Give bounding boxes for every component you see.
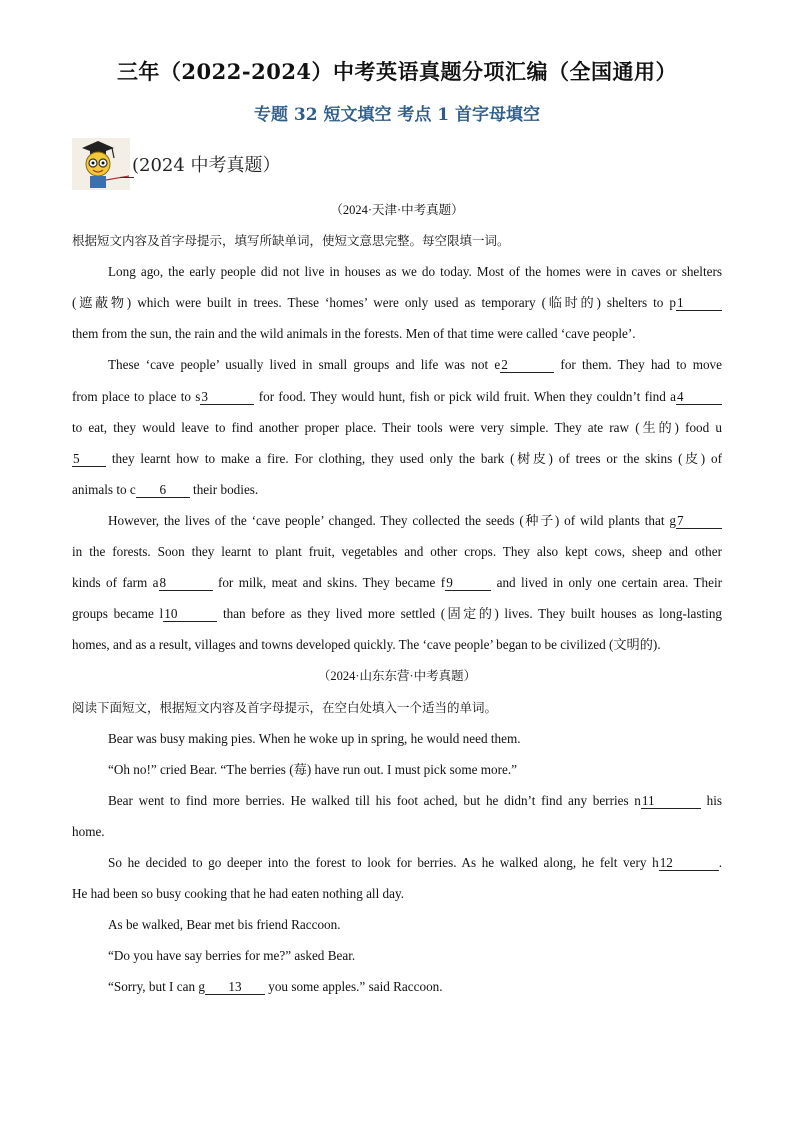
passage-2-line — [72, 976, 722, 1007]
passage-1-line — [72, 261, 722, 292]
answer-blank-1[interactable]: 1 — [676, 295, 722, 311]
text-segment: from place to place to s — [72, 388, 201, 404]
text-segment: to eat, they would leave to find another proper place. Their tools were very simple. They ate raw (生的) food u — [72, 419, 722, 435]
text-segment: “Sorry, but I can g — [108, 979, 205, 995]
text-segment: they learnt how to make a fire. For clothing, they used only the bark (树皮) of trees or the skins (皮) of — [111, 450, 723, 466]
page-subtitle: 专题 32 短文填空 考点 1 首字母填空 — [253, 105, 541, 125]
passage-2-line — [72, 945, 722, 976]
text-segment: you some apples.” said Raccoon. — [268, 979, 443, 995]
answer-blank-11[interactable]: 11 — [641, 793, 701, 809]
answer-blank-12[interactable]: 12 — [659, 855, 719, 871]
passage-2-line — [72, 914, 722, 945]
passage-1-line — [72, 603, 722, 634]
text-segment: So he decided to go deeper into the forest to look for berries. As he walked along, he felt very h — [108, 854, 659, 870]
passage-2-line — [72, 883, 722, 914]
text-segment: He had been so busy cooking that he had eaten nothing all day. — [72, 886, 405, 902]
answer-blank-10[interactable]: 10 — [163, 606, 217, 622]
passage-2-line — [72, 852, 722, 883]
year-heading-text: (2024 中考真题） — [132, 155, 281, 176]
text-segment: Long ago, the early people did not live in houses as we do today. Most of the homes were in caves or shelters — [108, 264, 722, 280]
answer-blank-7[interactable]: 7 — [676, 513, 722, 529]
passage-1-line — [72, 323, 722, 354]
document-body — [72, 199, 722, 1007]
passage-1-source: （2024·天津·中考真题） — [330, 203, 464, 217]
text-segment: their bodies. — [193, 481, 259, 497]
passage-2-source: （2024·山东东营·中考真题） — [317, 669, 477, 684]
text-segment: As be walked, Bear met bis friend Raccoon. — [108, 917, 341, 933]
text-segment: home. — [72, 823, 105, 839]
text-segment: for food. They would hunt, fish or pick wild fruit. When they couldn’t find a — [258, 388, 677, 404]
text-segment: and lived in only one certain area. Their — [496, 575, 723, 591]
passage-1-line — [72, 386, 722, 417]
passage-1-line — [72, 510, 722, 541]
passage-2-line — [72, 790, 722, 821]
passage-1-instruction: 根据短文内容及首字母提示，填写所缺单词，使短文意思完整。每空限填一词。 — [72, 233, 510, 249]
text-segment: groups became l — [72, 606, 164, 622]
text-segment: “Oh no!” cried Bear. “The berries (莓) have run out. I must pick some more.” — [108, 761, 518, 777]
passage-2-line — [72, 759, 722, 790]
text-segment: These ‘cave people’ usually lived in small groups and life was not e — [108, 357, 501, 373]
text-segment: homes, and as a result, villages and towns developed quickly. The ‘cave people’ began to be civilized (文明的). — [72, 637, 661, 653]
text-segment: animals to c — [72, 481, 136, 497]
passage-1-line — [72, 417, 722, 448]
scholar-mascot-icon — [72, 138, 130, 190]
answer-blank-6[interactable]: 6 — [136, 482, 190, 498]
answer-blank-8[interactable]: 8 — [159, 575, 213, 591]
passage-1-line — [72, 354, 722, 385]
answer-blank-9[interactable]: 9 — [445, 575, 491, 591]
text-segment: than before as they lived more settled (固定的) lives. They built houses as long-lasting — [222, 606, 723, 622]
text-segment: (遮蔽物) which were built in trees. These ‘homes’ were only used as temporary (临时的) shelters to p — [72, 295, 676, 311]
text-segment: for milk, meat and skins. They became f — [217, 575, 446, 591]
passage-1-line — [72, 448, 722, 479]
text-segment: for them. They had to move — [560, 357, 722, 373]
passage-1-line — [72, 292, 722, 323]
text-segment: them from the sun, the rain and the wild animals in the forests. Men of that time were called ‘cave people’. — [72, 326, 636, 342]
text-segment: Bear was busy making pies. When he woke up in spring, he would need them. — [108, 730, 521, 746]
text-segment: However, the lives of the ‘cave people’ changed. They collected the seeds (种子) of wild plants that g — [108, 512, 676, 528]
page-title: 三年（2022-2024）中考英语真题分项汇编（全国通用） — [116, 59, 678, 84]
answer-blank-5[interactable]: 5 — [72, 451, 106, 467]
answer-blank-13[interactable]: 13 — [205, 979, 265, 995]
answer-blank-3[interactable]: 3 — [200, 389, 254, 405]
passage-1-line — [72, 634, 722, 665]
answer-blank-4[interactable]: 4 — [676, 389, 722, 405]
text-segment: Bear went to find more berries. He walked till his foot ached, but he didn’t find any berries n — [108, 792, 641, 808]
text-segment: . — [718, 854, 722, 870]
passage-1-line — [72, 479, 722, 510]
section-year-heading — [132, 151, 281, 177]
passage-2-instruction: 阅读下面短文，根据短文内容及首字母提示，在空白处填入一个适当的单词。 — [72, 699, 498, 715]
passage-2-line — [72, 728, 722, 759]
text-segment: in the forests. Soon they learnt to plant fruit, vegetables and other crops. They also kept cows, sheep and other — [72, 544, 722, 560]
text-segment: his — [706, 792, 722, 808]
passage-1-line — [72, 541, 722, 572]
text-segment: “Do you have say berries for me?” asked Bear. — [108, 948, 356, 964]
passage-1-line — [72, 572, 722, 603]
answer-blank-2[interactable]: 2 — [500, 357, 554, 373]
passage-2-line — [72, 821, 722, 852]
text-segment: kinds of farm a — [72, 575, 159, 591]
